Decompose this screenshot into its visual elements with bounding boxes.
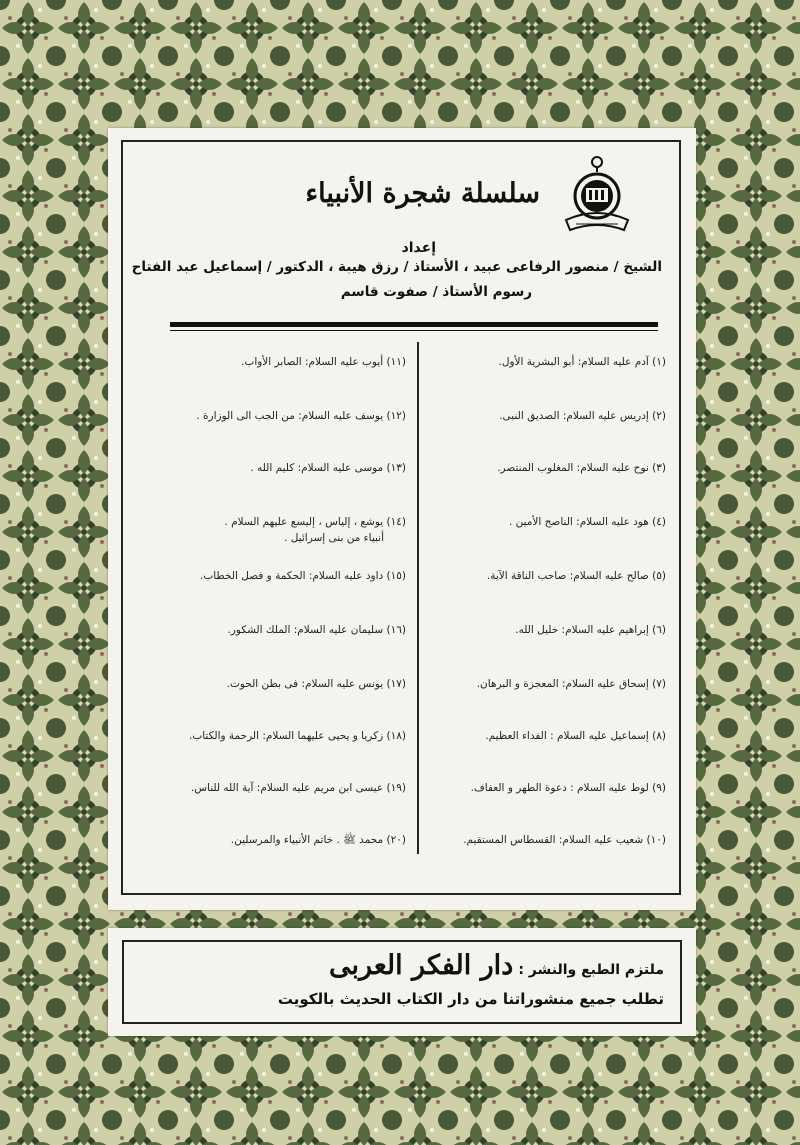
list-item [156,676,406,692]
illustrations-credit: رسوم الأستاذ / صفوت قاسم [340,284,532,300]
list-item-text: (٢٠) محمد ﷺ . خاتم الأنبياء والمرسلين. [230,834,406,846]
list-item [156,514,406,546]
list-item: (٢) إدريس عليه السلام: الصديق النبى. [499,410,666,422]
series-title: سلسلة شجرة الأنبياء [305,178,540,209]
list-item-text: (١١) أيوب عليه السلام: الصابر الأواب. [241,356,406,368]
list-item-text: (١٢) يوسف عليه السلام: من الجب الى الوزارة . [196,410,406,422]
list-item [156,728,406,744]
prepared-by-label: إعداد [401,240,436,256]
list-item [156,780,406,796]
list-item: (٩) لوط عليه السلام : دعوة الطهر و العفاف. [470,782,666,794]
list-item-text: (١٩) عيسى ابن مريم عليه السلام: آية الله للناس. [190,782,406,794]
publisher-prefix: ملتزم الطبع والنشر : [518,962,664,978]
header-divider-thick [170,322,658,327]
header-divider-thin [170,330,658,331]
list-item: (٥) صالح عليه السلام: صاحب الناقة الآية. [486,570,666,582]
publisher-logo [560,154,634,238]
list-item-text: (١٨) زكريا و يحيى عليهما السلام: الرحمة والكتاب. [188,730,406,742]
list-item: (١) آدم عليه السلام: أبو البشرية الأول. [498,356,666,368]
list-item [156,622,406,638]
publisher-name: دار الفكر العربى [328,950,514,981]
list-item-text: (١٧) يونس عليه السلام: فى بطن الحوت. [226,678,406,690]
list-item [156,408,406,424]
list-item-text: (١٤) يوشع ، إلياس ، إليسع عليهم السلام . [224,516,406,528]
list-item: (٤) هود عليه السلام: الناصح الأمين . [508,516,666,528]
list-item-text: (١٦) سليمان عليه السلام: الملك الشكور. [227,624,406,636]
list-item: (٦) إبراهيم عليه السلام: خليل الله. [515,624,666,636]
list-item [156,460,406,476]
list-item-text: (١٣) موسى عليه السلام: كليم الله . [250,462,406,474]
list-item [156,354,406,370]
list-item: (٣) نوح عليه السلام: المغلوب المنتصر. [497,462,666,474]
list-item: (٨) إسماعيل عليه السلام : الفداء العظيم. [485,730,666,742]
distribution-line: تطلب جميع منشوراتنا من دار الكتاب الحديث بالكويت [277,990,664,1008]
publisher-line [138,950,664,981]
list-item: (١٠) شعيب عليه السلام: القسطاس المستقيم. [463,834,666,846]
list-item: (٧) إسحاق عليه السلام: المعجزة و البرهان. [476,678,666,690]
column-divider [417,342,419,854]
list-item [156,568,406,584]
list-item-subtext: أنبياء من بنى إسرائيل . [284,532,384,544]
authors-line: الشيخ / منصور الرفاعى عبيد ، الأستاذ / رزق هيبة ، الدكتور / إسماعيل عبد الفتاح [131,259,662,275]
list-item [156,832,406,848]
list-item-text: (١٥) داود عليه السلام: الحكمة و فصل الخطاب. [200,570,406,582]
